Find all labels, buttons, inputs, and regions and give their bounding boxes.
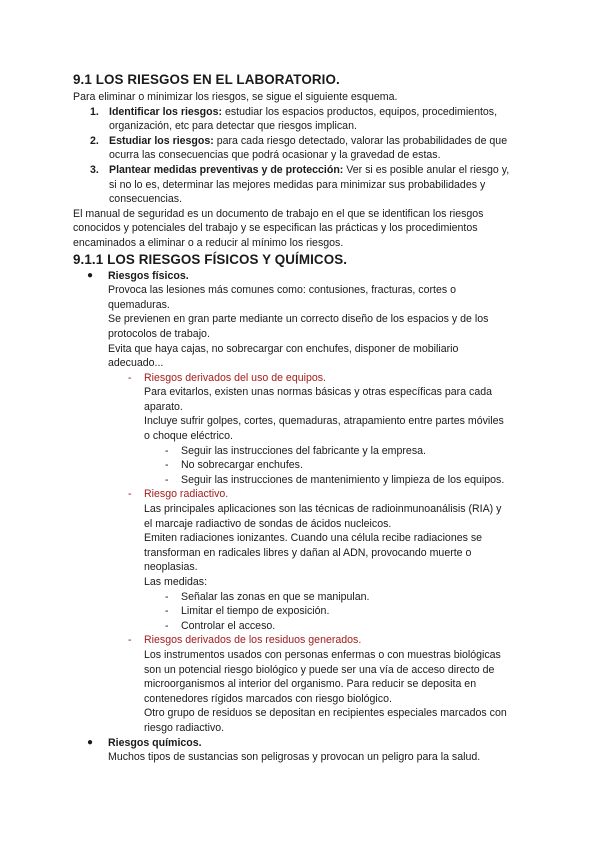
body-line: Las medidas: <box>144 576 208 588</box>
step-text: estudiar los espacios productos, equipos, procedimientos, <box>222 105 498 118</box>
manual-line: El manual de seguridad es un documento de trabajo en el que se identifican los riesgos <box>73 207 484 220</box>
step-heading: Identificar los riesgos: <box>109 105 223 118</box>
manual-line: conocidos y potenciales del trabajo y se especifican las prácticas y los procedimientos <box>73 222 478 235</box>
step-text: si no lo es, determinar las mejores medidas para minimizar sus probabilidades y <box>109 178 486 191</box>
body-line: el marcaje radiactivo de sondas de ácidos nucleicos. <box>144 517 392 530</box>
body-line: Emiten radiaciones ionizantes. Cuando una célula recibe radiaciones se <box>144 532 483 545</box>
radioactive-risk-title: Riesgo radiactivo. <box>144 488 229 501</box>
body-line: protocolos de trabajo. <box>108 327 210 340</box>
section-title: 9.1 LOS RIESGOS EN EL LABORATORIO. <box>73 72 340 87</box>
radioactive-risk-block <box>73 487 533 589</box>
step-number: 3. <box>90 163 99 176</box>
steps-list <box>73 105 533 207</box>
step-text: para cada riesgo detectado, valorar las probabilidades de que <box>213 134 508 147</box>
dash-marker: - <box>128 371 132 384</box>
physical-risks-title: Riesgos físicos. <box>108 269 189 282</box>
step-number: 2. <box>90 134 99 147</box>
body-line: transforman en radicales libres y dañan al ADN, provocando muerte o <box>144 546 472 559</box>
bullet-icon: ● <box>87 269 94 281</box>
list-item: - Limitar el tiempo de exposición. <box>165 605 330 618</box>
body-line: Se previenen en gran parte mediante un correcto diseño de los espacios y de los <box>108 313 489 326</box>
body-line: aparato. <box>144 400 183 413</box>
body-line: Los instrumentos usados con personas enfermas o con muestras biológicas <box>144 648 501 661</box>
chemical-risks-block <box>73 736 533 765</box>
body-line: o choque eléctrico. <box>144 430 233 443</box>
step-text: ocurra las consecuencias que podrá ocasionar y la gravedad de estas. <box>109 149 441 162</box>
body-line: microorganismos al interior del organismo. Para reducir se deposita en <box>144 678 477 691</box>
body-line: neoplasias. <box>144 561 198 574</box>
equipment-risks-title: Riesgos derivados del uso de equipos. <box>144 371 326 384</box>
waste-risks-block <box>73 633 533 735</box>
list-item: - Seguir las instrucciones del fabricante y la empresa. <box>165 444 426 457</box>
document-page <box>73 72 533 765</box>
list-item: - No sobrecargar enchufes. <box>165 459 303 472</box>
body-line: Para evitarlos, existen unas normas básicas y otras específicas para cada <box>144 386 493 399</box>
manual-line: encaminados a eliminar o a reducir al mínimo los riesgos. <box>73 236 344 249</box>
equipment-risks-block <box>73 371 533 444</box>
manual-paragraph <box>73 207 533 251</box>
bullet-icon: ● <box>87 736 94 748</box>
list-item: - Seguir las instrucciones de mantenimiento y limpieza de los equipos. <box>165 473 505 486</box>
body-line: son un potencial riesgo biológico y puede ser una vía de acceso directo de <box>144 663 495 676</box>
body-line: adecuado... <box>108 357 164 370</box>
body-line: quemaduras. <box>108 298 170 311</box>
chemical-risks-title: Riesgos químicos. <box>108 736 202 749</box>
subsection-title: 9.1.1 LOS RIESGOS FÍSICOS Y QUÍMICOS. <box>73 251 348 267</box>
list-item: - Señalar las zonas en que se manipulan. <box>165 590 370 603</box>
intro-text: Para eliminar o minimizar los riesgos, se sigue el siguiente esquema. <box>73 91 398 103</box>
body-line: Incluye sufrir golpes, cortes, quemaduras, atrapamiento entre partes móviles <box>144 415 504 428</box>
body-line: Muchos tipos de sustancias son peligrosas y provocan un peligro para la salud. <box>108 751 481 764</box>
list-item: - Controlar el acceso. <box>165 619 276 632</box>
dash-marker: - <box>128 488 132 501</box>
body-line: Provoca las lesiones más comunes como: contusiones, fracturas, cortes o <box>108 284 456 297</box>
body-line: riesgo radiactivo. <box>144 721 225 734</box>
physical-risks-block <box>73 269 533 371</box>
step-text: organización, etc para detectar que riesgos implican. <box>109 120 357 133</box>
dash-marker: - <box>128 634 132 647</box>
step-heading: Estudiar los riesgos: <box>109 134 214 147</box>
step-text: Ver si es posible anular el riesgo y, <box>343 163 510 176</box>
step-number: 1. <box>90 105 99 118</box>
body-line: Otro grupo de residuos se depositan en recipientes especiales marcados con <box>144 707 507 720</box>
body-line: Las principales aplicaciones son las técnicas de radioinmunoanálisis (RIA) y <box>144 503 502 516</box>
waste-risks-title: Riesgos derivados de los residuos generados. <box>144 634 362 647</box>
step-item <box>73 134 533 163</box>
step-item <box>73 105 533 134</box>
step-text: consecuencias. <box>109 193 183 206</box>
step-heading: Plantear medidas preventivas y de protección: <box>109 163 344 176</box>
step-item <box>73 163 533 207</box>
body-line: Evita que haya cajas, no sobrecargar con enchufes, disponer de mobiliario <box>108 342 459 355</box>
body-line: contenedores rígidos marcados con riesgo biológico. <box>144 692 392 705</box>
